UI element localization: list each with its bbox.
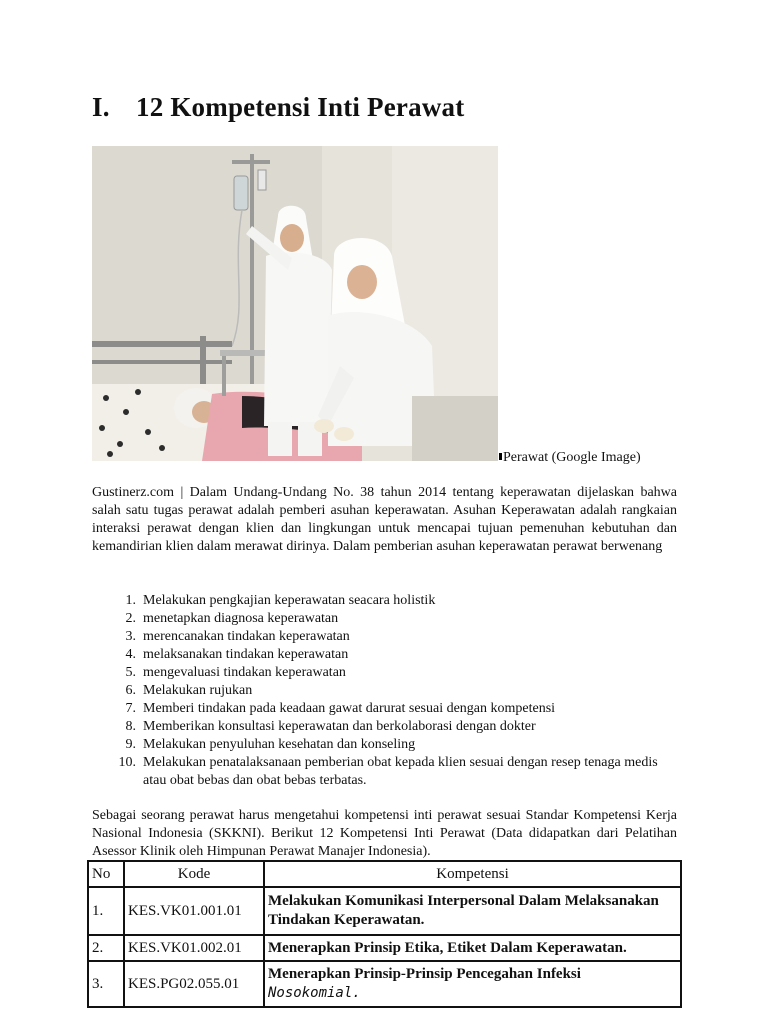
list-item: 10. Melakukan penatalaksanaan pemberian obat kepada klien sesuai dengan resep tenaga medis atau obat bebas dan obat bebas terbatas. <box>118 755 658 788</box>
cell-kompetensi <box>264 961 681 1007</box>
header-no: No <box>88 861 124 887</box>
list-item: 9. Melakukan penyuluhan kesehatan dan konseling <box>125 737 416 752</box>
list-item: 8. Memberikan konsultasi keperawatan dan berkolaborasi dengan dokter <box>125 719 536 734</box>
list-item: 1. Melakukan pengkajian keperawatan seacara holistik <box>125 593 436 608</box>
list-item: 3. merencanakan tindakan keperawatan <box>125 629 350 644</box>
list-item: 4. melaksanakan tindakan keperawatan <box>125 647 349 662</box>
authority-list <box>92 592 677 790</box>
heading-title: 12 Kompetensi Inti Perawat <box>136 92 465 122</box>
header-kompetensi: Kompetensi <box>264 861 681 887</box>
cell-kode: KES.VK01.002.01 <box>124 935 264 961</box>
cell-kompetensi: Menerapkan Prinsip Etika, Etiket Dalam Keperawatan. <box>264 935 681 961</box>
heading-number: I. <box>92 92 110 122</box>
cell-no: 1. <box>88 887 124 935</box>
second-paragraph: Sebagai seorang perawat harus mengetahui kompetensi inti perawat sesuai Standar Kompetensi Kerja Nasional Indonesia (SKKNI). Berikut 12 Kompetensi Inti Perawat (Data didapatkan dari Pelatihan Asessor Klinik oleh Himpunan Perawat Manajer Indonesia). <box>92 808 677 859</box>
list-item: 6. Melakukan rujukan <box>125 683 253 698</box>
table-row <box>88 887 681 935</box>
cell-no: 3. <box>88 961 124 1007</box>
table-row <box>88 935 681 961</box>
cell-kode: KES.PG02.055.01 <box>124 961 264 1007</box>
cell-kompetensi-main: Menerapkan Prinsip-Prinsip Pencegahan Infeksi <box>268 966 581 982</box>
photo-caption <box>499 450 641 466</box>
competency-table <box>87 860 682 1008</box>
header-kode: Kode <box>124 861 264 887</box>
intro-paragraph: Gustinerz.com | Dalam Undang-Undang No. 38 tahun 2014 tentang keperawatan dijelaskan bahwa salah satu tugas perawat adalah pemberi asuhan keperawatan. Asuhan Keperawatan adalah rangkaian interaksi perawat dengan klien dan lingkungan untuk mencapai tujuan pemenuhan kebutuhan dan kemandirian klien dalam merawat dirinya. Dalam pemberian asuhan keperawatan perawat berwenang <box>92 485 677 554</box>
list-item: 7. Memberi tindakan pada keadaan gawat darurat sesuai dengan kompetensi <box>125 701 556 716</box>
document-heading <box>92 92 464 123</box>
caption-marker <box>499 453 502 460</box>
nurses-photo <box>92 146 498 461</box>
cell-kompetensi-italic: Nosokomial. <box>268 985 361 1001</box>
cell-no: 2. <box>88 935 124 961</box>
table-header-row <box>88 861 681 887</box>
table-row <box>88 961 681 1007</box>
cell-kode: KES.VK01.001.01 <box>124 887 264 935</box>
list-item: 5. mengevaluasi tindakan keperawatan <box>125 665 346 680</box>
caption-text: Perawat (Google Image) <box>503 450 641 465</box>
list-item: 2. menetapkan diagnosa keperawatan <box>125 611 339 626</box>
cell-kompetensi: Melakukan Komunikasi Interpersonal Dalam Melaksanakan Tindakan Keperawatan. <box>264 887 681 935</box>
